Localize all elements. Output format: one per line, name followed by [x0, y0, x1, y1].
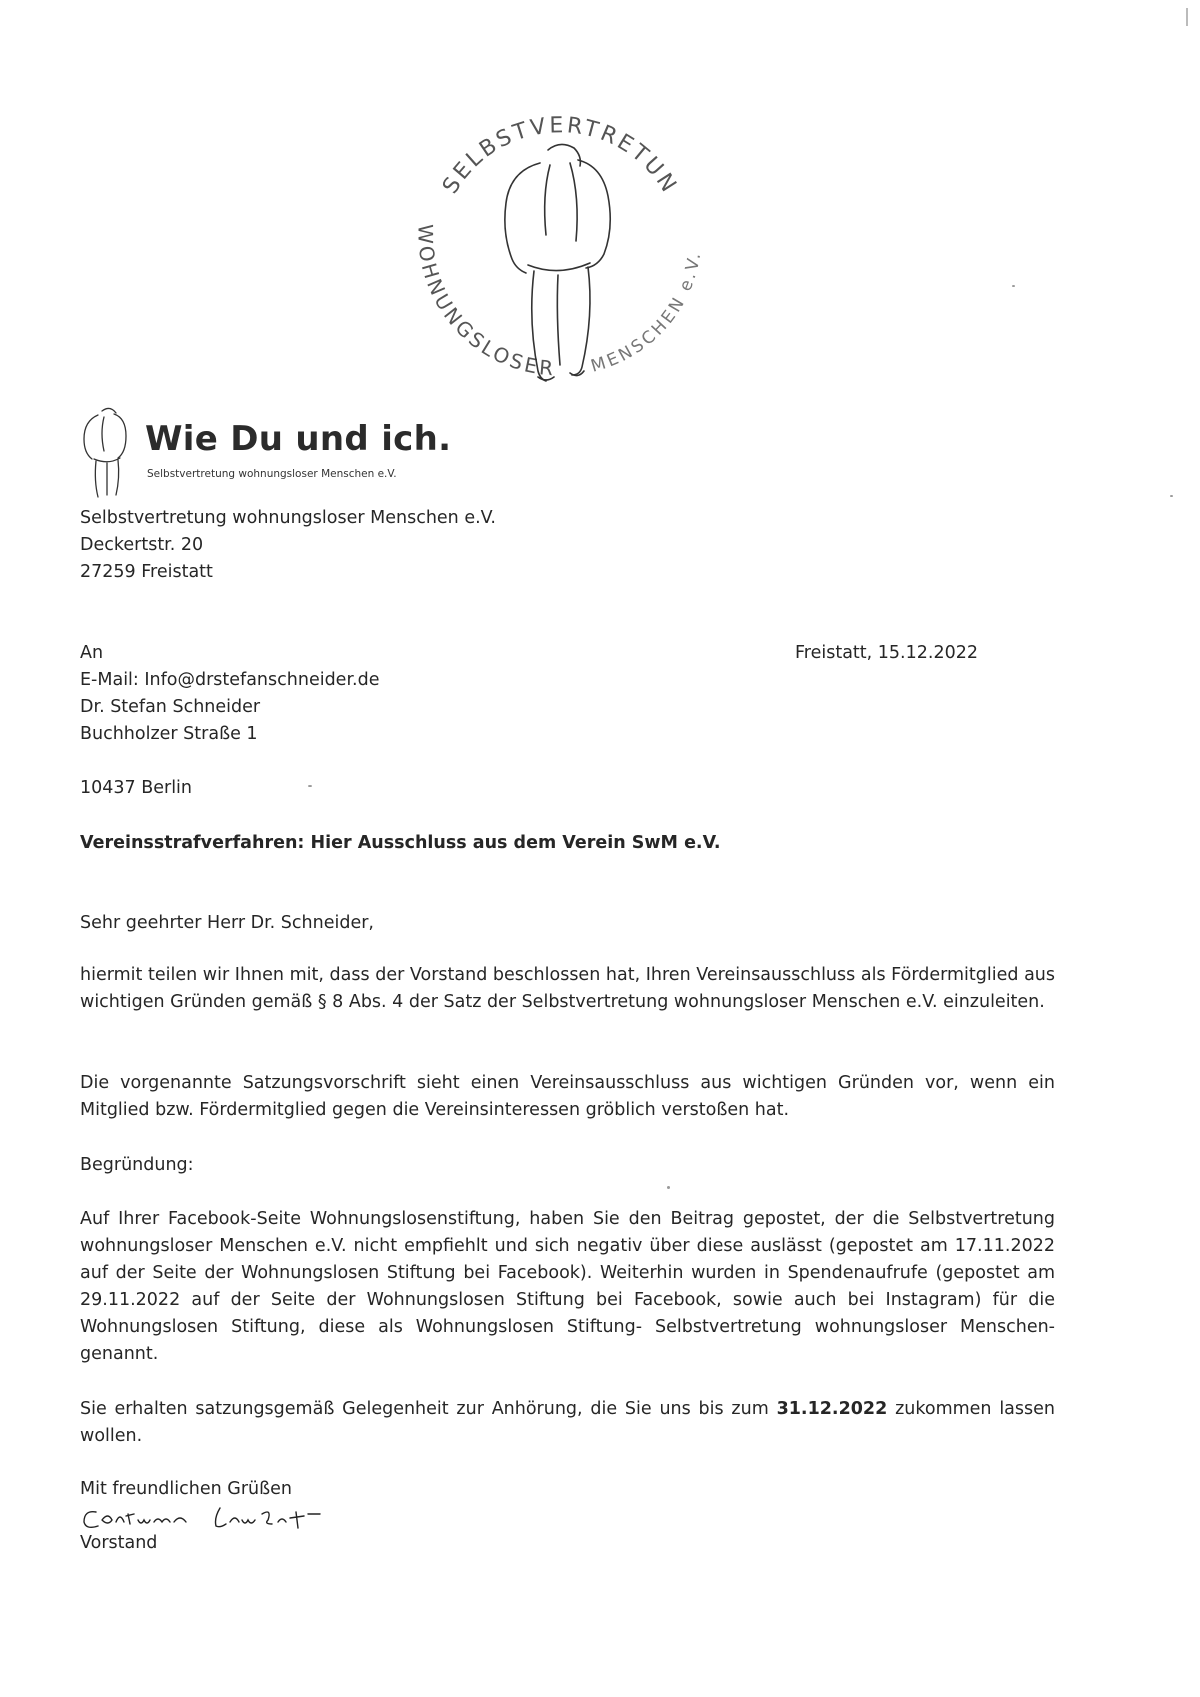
person-figure-icon: [505, 144, 610, 381]
signatory-role: Vorstand: [80, 1533, 158, 1553]
body-paragraph: Die vorgenannte Satzungsvorschrift sieht einen Vereinsausschluss aus wichtigen Gründen vor, wenn ein Mitglied bzw. Fördermitglied gegen die Vereinsinteressen gröblich verstoßen hat.: [80, 1073, 1055, 1120]
sender-line: Selbstvertretung wohnungsloser Menschen e.V.: [80, 508, 496, 528]
association-seal: [400, 105, 720, 415]
scan-artifact: [1012, 285, 1015, 287]
logo-subtitle: Selbstvertretung wohnungsloser Menschen e.V.: [147, 468, 397, 480]
salutation: Sehr geehrter Herr Dr. Schneider,: [80, 913, 374, 933]
closing-greeting: Mit freundlichen Grüßen: [80, 1479, 292, 1499]
scan-artifact: [667, 1186, 670, 1189]
sender-address: [80, 505, 496, 586]
seal-text-right: MENSCHEN e.V.: [588, 248, 706, 377]
reason-heading: Begründung:: [80, 1155, 194, 1175]
hearing-deadline: 31.12.2022: [776, 1399, 888, 1419]
scan-artifact: [308, 785, 312, 787]
recipient-name: Dr. Stefan Schneider: [80, 697, 261, 717]
recipient-city: 10437 Berlin: [80, 778, 193, 798]
recipient-line: An: [80, 643, 104, 663]
sender-line: 27259 Freistatt: [80, 562, 213, 582]
letter-date: Freistatt, 15.12.2022: [795, 643, 978, 663]
sender-line: Deckertstr. 20: [80, 535, 204, 555]
recipient-email: E-Mail: Info@drstefanschneider.de: [80, 670, 380, 690]
logo-figure-icon: [80, 405, 132, 501]
body-paragraph: hiermit teilen wir Ihnen mit, dass der Vorstand beschlossen hat, Ihren Vereinsausschluss als Fördermitglied aus wichtigen Gründen gemäß § 8 Abs. 4 der Satz der Selbstvertretung wohnungsloser Menschen e.V. einzuleiten.: [80, 965, 1055, 1012]
letterhead-logo: [80, 405, 540, 505]
scan-artifact: [1186, 8, 1188, 26]
logo-title: Wie Du und ich.: [145, 419, 452, 459]
hearing-text-after: zukommen lassen wollen.: [80, 1399, 1055, 1446]
reason-paragraph: Auf Ihrer Facebook-Seite Wohnungslosenstiftung, haben Sie den Beitrag gepostet, der die Selbstvertretung wohnungsloser Menschen e.V. nicht empfiehlt und sich negativ über diese auslässt (gepostet am 17.11.2022 auf der Seite der Wohnungslosen Stiftung bei Facebook). Weiterhin wurden in Spendenaufrufe (gepostet am 29.11.2022 auf der Seite der Wohnungslosen Stiftung bei Facebook, sowie auch bei Instagram) für die Wohnungslosen Stiftung, diese als Wohnungslosen Stiftung- Selbstvertretung wohnungsloser Menschen-genannt.: [80, 1209, 1055, 1364]
scan-artifact: [1170, 495, 1173, 497]
recipient-street: Buchholzer Straße 1: [80, 724, 258, 744]
seal-graphic: [400, 105, 720, 415]
hearing-paragraph: [80, 1396, 1055, 1450]
seal-text-top: SELBSTVERTRETUN: [438, 113, 683, 200]
letter-subject: Vereinsstrafverfahren: Hier Ausschluss aus dem Verein SwM e.V.: [80, 833, 721, 853]
recipient-address: [80, 640, 379, 748]
seal-text-left: WOHNUNGSLOSER: [413, 224, 558, 381]
hearing-text-before: Sie erhalten satzungsgemäß Gelegenheit zur Anhörung, die Sie uns bis zum: [80, 1399, 777, 1419]
